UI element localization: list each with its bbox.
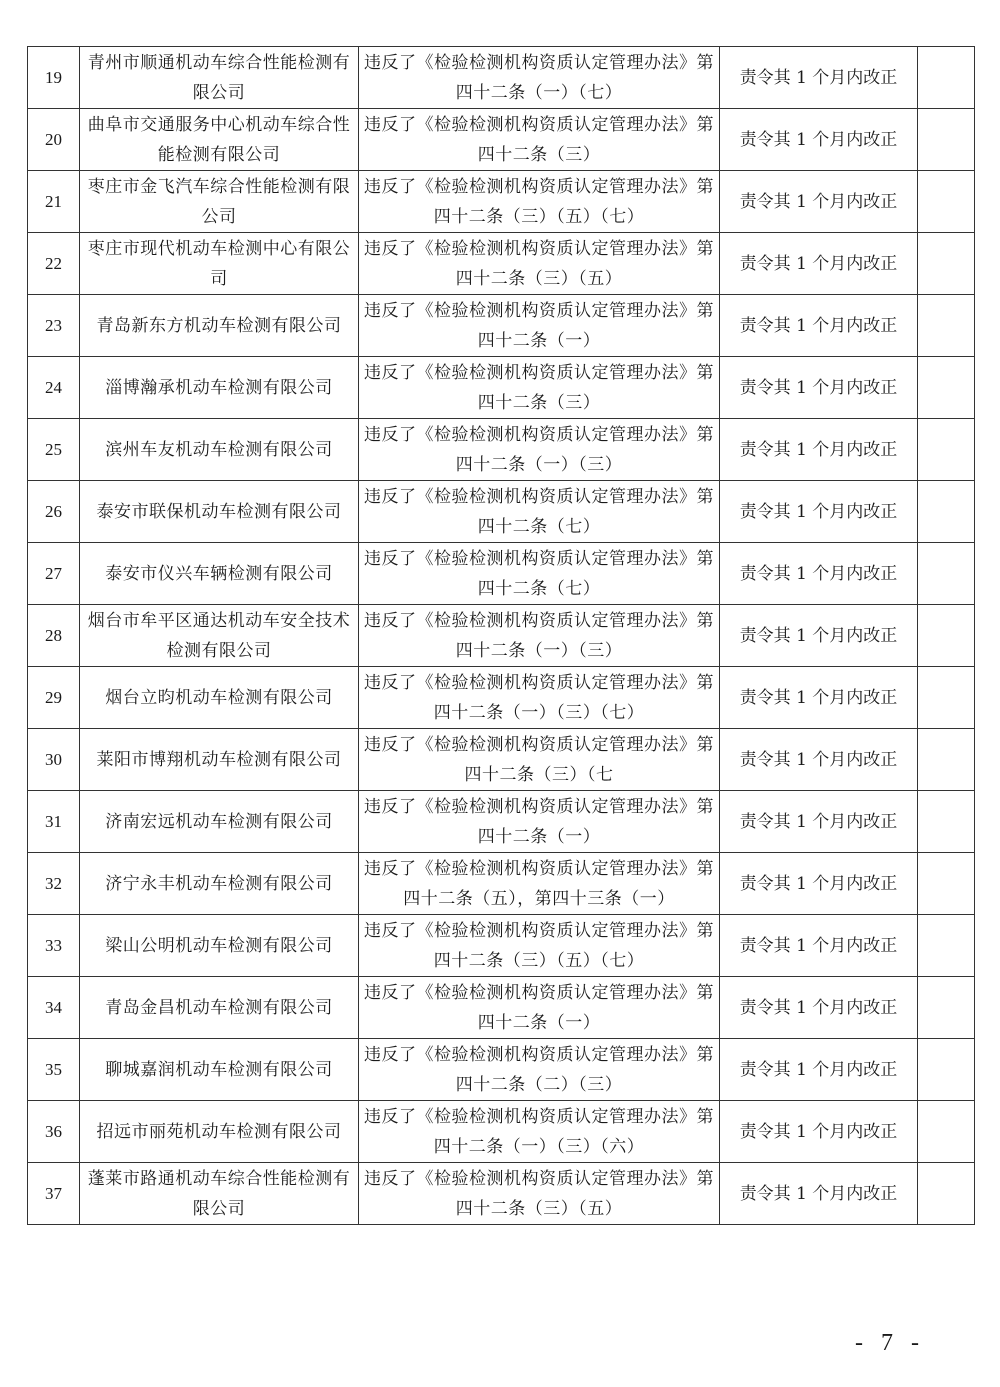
violation-basis: 违反了《检验检测机构资质认定管理办法》第四十二条（一）（三）（六） xyxy=(359,1101,720,1163)
note-cell xyxy=(918,729,975,791)
table-row xyxy=(28,543,975,605)
violation-basis: 违反了《检验检测机构资质认定管理办法》第四十二条（三）（五） xyxy=(359,1163,720,1225)
violation-basis: 违反了《检验检测机构资质认定管理办法》第四十二条（三） xyxy=(359,109,720,171)
row-number: 25 xyxy=(28,419,80,481)
corrective-action: 责令其 1 个月内改正 xyxy=(720,791,918,853)
institution-name: 聊城嘉润机动车检测有限公司 xyxy=(80,1039,359,1101)
institution-name: 泰安市联保机动车检测有限公司 xyxy=(80,481,359,543)
institution-name: 济宁永丰机动车检测有限公司 xyxy=(80,853,359,915)
note-cell xyxy=(918,543,975,605)
violations-table xyxy=(27,46,975,1225)
institution-name: 蓬莱市路通机动车综合性能检测有限公司 xyxy=(80,1163,359,1225)
note-cell xyxy=(918,1101,975,1163)
note-cell xyxy=(918,233,975,295)
corrective-action: 责令其 1 个月内改正 xyxy=(720,729,918,791)
table-row xyxy=(28,791,975,853)
institution-name: 青岛新东方机动车检测有限公司 xyxy=(80,295,359,357)
violation-basis: 违反了《检验检测机构资质认定管理办法》第四十二条（一） xyxy=(359,295,720,357)
corrective-action: 责令其 1 个月内改正 xyxy=(720,357,918,419)
corrective-action: 责令其 1 个月内改正 xyxy=(720,1101,918,1163)
row-number: 24 xyxy=(28,357,80,419)
violation-basis: 违反了《检验检测机构资质认定管理办法》第四十二条（三）（五） xyxy=(359,233,720,295)
note-cell xyxy=(918,171,975,233)
row-number: 34 xyxy=(28,977,80,1039)
corrective-action: 责令其 1 个月内改正 xyxy=(720,171,918,233)
violation-basis: 违反了《检验检测机构资质认定管理办法》第四十二条（一）（七） xyxy=(359,47,720,109)
institution-name: 枣庄市现代机动车检测中心有限公司 xyxy=(80,233,359,295)
row-number: 23 xyxy=(28,295,80,357)
table-row xyxy=(28,419,975,481)
corrective-action: 责令其 1 个月内改正 xyxy=(720,543,918,605)
note-cell xyxy=(918,419,975,481)
corrective-action: 责令其 1 个月内改正 xyxy=(720,915,918,977)
violation-basis: 违反了《检验检测机构资质认定管理办法》第四十二条（五），第四十三条（一） xyxy=(359,853,720,915)
note-cell xyxy=(918,915,975,977)
table-row xyxy=(28,109,975,171)
violation-basis: 违反了《检验检测机构资质认定管理办法》第四十二条（三）（五）（七） xyxy=(359,915,720,977)
note-cell xyxy=(918,853,975,915)
institution-name: 烟台市牟平区通达机动车安全技术检测有限公司 xyxy=(80,605,359,667)
note-cell xyxy=(918,357,975,419)
row-number: 19 xyxy=(28,47,80,109)
institution-name: 泰安市仪兴车辆检测有限公司 xyxy=(80,543,359,605)
table-row xyxy=(28,915,975,977)
institution-name: 招远市丽苑机动车检测有限公司 xyxy=(80,1101,359,1163)
institution-name: 青岛金昌机动车检测有限公司 xyxy=(80,977,359,1039)
row-number: 27 xyxy=(28,543,80,605)
table-row xyxy=(28,977,975,1039)
row-number: 28 xyxy=(28,605,80,667)
note-cell xyxy=(918,791,975,853)
violation-basis: 违反了《检验检测机构资质认定管理办法》第四十二条（三） xyxy=(359,357,720,419)
table-row xyxy=(28,357,975,419)
institution-name: 莱阳市博翔机动车检测有限公司 xyxy=(80,729,359,791)
note-cell xyxy=(918,47,975,109)
row-number: 26 xyxy=(28,481,80,543)
violation-basis: 违反了《检验检测机构资质认定管理办法》第四十二条（一） xyxy=(359,791,720,853)
institution-name: 烟台立昀机动车检测有限公司 xyxy=(80,667,359,729)
corrective-action: 责令其 1 个月内改正 xyxy=(720,1039,918,1101)
corrective-action: 责令其 1 个月内改正 xyxy=(720,605,918,667)
table-row xyxy=(28,233,975,295)
note-cell xyxy=(918,481,975,543)
note-cell xyxy=(918,295,975,357)
corrective-action: 责令其 1 个月内改正 xyxy=(720,1163,918,1225)
row-number: 31 xyxy=(28,791,80,853)
table-row xyxy=(28,1101,975,1163)
note-cell xyxy=(918,109,975,171)
corrective-action: 责令其 1 个月内改正 xyxy=(720,47,918,109)
table-row xyxy=(28,729,975,791)
violation-basis: 违反了《检验检测机构资质认定管理办法》第四十二条（二）（三） xyxy=(359,1039,720,1101)
table-row xyxy=(28,47,975,109)
institution-name: 梁山公明机动车检测有限公司 xyxy=(80,915,359,977)
row-number: 21 xyxy=(28,171,80,233)
corrective-action: 责令其 1 个月内改正 xyxy=(720,853,918,915)
table-body xyxy=(28,47,975,1225)
corrective-action: 责令其 1 个月内改正 xyxy=(720,233,918,295)
row-number: 33 xyxy=(28,915,80,977)
table-row xyxy=(28,1163,975,1225)
violation-basis: 违反了《检验检测机构资质认定管理办法》第四十二条（一）（三） xyxy=(359,605,720,667)
table-row xyxy=(28,481,975,543)
violation-basis: 违反了《检验检测机构资质认定管理办法》第四十二条（一）（三） xyxy=(359,419,720,481)
corrective-action: 责令其 1 个月内改正 xyxy=(720,481,918,543)
row-number: 32 xyxy=(28,853,80,915)
corrective-action: 责令其 1 个月内改正 xyxy=(720,109,918,171)
violation-basis: 违反了《检验检测机构资质认定管理办法》第四十二条（三）（七 xyxy=(359,729,720,791)
violation-basis: 违反了《检验检测机构资质认定管理办法》第四十二条（三）（五）（七） xyxy=(359,171,720,233)
row-number: 30 xyxy=(28,729,80,791)
note-cell xyxy=(918,605,975,667)
table-row xyxy=(28,1039,975,1101)
violation-basis: 违反了《检验检测机构资质认定管理办法》第四十二条（七） xyxy=(359,543,720,605)
note-cell xyxy=(918,1163,975,1225)
note-cell xyxy=(918,1039,975,1101)
institution-name: 淄博瀚承机动车检测有限公司 xyxy=(80,357,359,419)
institution-name: 济南宏远机动车检测有限公司 xyxy=(80,791,359,853)
row-number: 29 xyxy=(28,667,80,729)
row-number: 20 xyxy=(28,109,80,171)
corrective-action: 责令其 1 个月内改正 xyxy=(720,667,918,729)
institution-name: 枣庄市金飞汽车综合性能检测有限公司 xyxy=(80,171,359,233)
table-row xyxy=(28,605,975,667)
row-number: 22 xyxy=(28,233,80,295)
row-number: 35 xyxy=(28,1039,80,1101)
violation-basis: 违反了《检验检测机构资质认定管理办法》第四十二条（一）（三）（七） xyxy=(359,667,720,729)
table-row xyxy=(28,667,975,729)
institution-name: 曲阜市交通服务中心机动车综合性能检测有限公司 xyxy=(80,109,359,171)
page-number: - 7 - xyxy=(855,1330,925,1356)
violation-basis: 违反了《检验检测机构资质认定管理办法》第四十二条（一） xyxy=(359,977,720,1039)
corrective-action: 责令其 1 个月内改正 xyxy=(720,419,918,481)
note-cell xyxy=(918,667,975,729)
table-row xyxy=(28,853,975,915)
institution-name: 青州市顺通机动车综合性能检测有限公司 xyxy=(80,47,359,109)
row-number: 36 xyxy=(28,1101,80,1163)
corrective-action: 责令其 1 个月内改正 xyxy=(720,977,918,1039)
corrective-action: 责令其 1 个月内改正 xyxy=(720,295,918,357)
table-row xyxy=(28,295,975,357)
table-row xyxy=(28,171,975,233)
note-cell xyxy=(918,977,975,1039)
institution-name: 滨州车友机动车检测有限公司 xyxy=(80,419,359,481)
row-number: 37 xyxy=(28,1163,80,1225)
violation-basis: 违反了《检验检测机构资质认定管理办法》第四十二条（七） xyxy=(359,481,720,543)
